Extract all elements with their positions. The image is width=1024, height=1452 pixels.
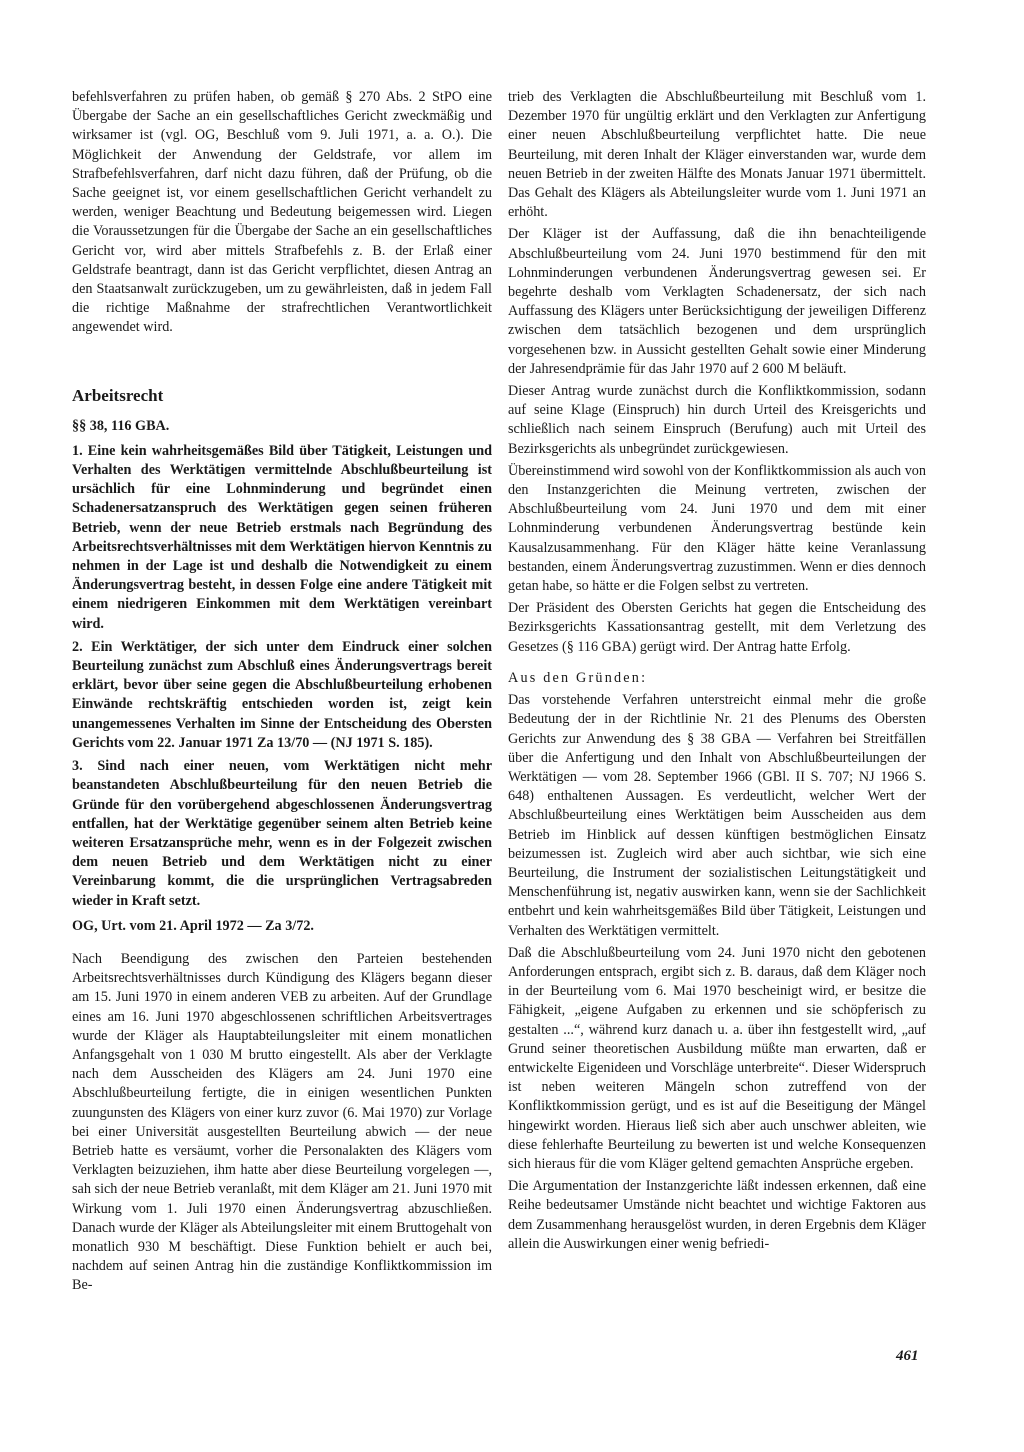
page-number: 461	[896, 1348, 919, 1364]
headnote-1: 1. Eine kein wahrheitsgemäßes Bild über Tätigkeit, Leistungen und Verhalten des Werktätigen vermittelnde Abschlußbeurteilung ist ursächlich für eine Lohnminderung und begründet einen Schadenersatzanspruch des Werktätigen gegen seinen früheren Betrieb, wenn der neue Betrieb erstmals nach Begründung des Arbeitsrechtsverhältnisses mit dem Werktätigen hiervon Kenntnis zu nehmen in der Lage ist und deshalb die Notwendigkeit zu einem Änderungsvertrag besteht, in dessen Folge eine andere Tätigkeit mit einem niedrigeren Einkommen mit dem Werktätigen vereinbart wird.	[72, 442, 492, 632]
paragraph-1: trieb des Verklagten die Abschlußbeurteilung mit Beschluß vom 1. Dezember 1970 für ungültig erklärt und den Verklagten zur Anfertigung einer neuen Abschlußbeurteilung verpflichtet hatte. Die neue Beurteilung, mit deren Inhalt der Kläger einverstanden war, wurde dem neuen Betrieb in der zweiten Hälfte des Monats Januar 1971 übermittelt. Das Gehalt des Klägers als Abteilungsleiter wurde vom 1. Juni 1971 an erhöht.	[508, 89, 926, 221]
paragraph-5: Der Präsident des Obersten Gerichts hat gegen die Entscheidung des Bezirksgerichts Kassationsantrag gestellt, mit dem Verletzung des Gesetzes (§ 116 GBA) gerügt wird. Der Antrag hatte Erfolg.	[508, 600, 926, 655]
reasons-paragraph-3: Die Argumentation der Instanzgerichte läßt indessen erkennen, daß eine Reihe bedeutsamer Umstände nicht beachtet und wichtige Faktoren aus dem Zusammenhang herausgelöst wurden, in deren Ergebnis dem Kläger allein die Auswirkungen einer wenig befriedi-	[508, 1178, 926, 1252]
reasons-paragraph-2: Daß die Abschlußbeurteilung vom 24. Juni 1970 nicht den gebotenen Anforderungen entsprach, ergibt sich z. B. daraus, daß dem Kläger noch in der Beurteilung vom 6. Mai 1970 bescheinigt wird, er besitze die Fähigkeit, „eigene Aufgaben zu erkennen und sie schöpferisch zu gestalten ...“, während kurz danach u. a. über ihn festgestellt wird, „auf Grund seiner theoretischen Ausbildung müßte man erwarten, daß er entwickelte Eigenideen und Vorschläge unterbreite“. Dieser Widerspruch ist neben weiteren Mängeln schon zutreffend von der Konfliktkommission gerügt, und es ist auf die Beseitigung der Mängel hingewirkt worden. Hieraus ließ sich aber auch unschwer ableiten, wie diese fehlerhafte Beurteilung zu bewerten ist und welche Konsequenzen sich hieraus für die vom Kläger geltend gemachten Ansprüche ergeben.	[508, 944, 926, 1172]
left-column	[72, 88, 492, 1299]
reasons-paragraph-1: Das vorstehende Verfahren unterstreicht einmal mehr die große Bedeutung der in der Richtlinie Nr. 21 des Plenums des Obersten Gerichts zur Anwendung des § 38 GBA — Verfahren bei Streitfällen über die Anfertigung und den Inhalt von Abschlußbeurteilungen der Werktätigen — vom 28. September 1966 (GBl. II S. 707; NJ 1966 S. 648) enthaltenen Aussagen. Es verdeutlicht, welcher Wert der Abschlußbeurteilung eines Werktätigen beim Ausscheiden aus dem Betrieb im Hinblick auf dessen künftigen bestmöglichen Einsatz beizumessen ist. Zugleich wird aber auch sichtbar, wie sich eine Beurteilung, die Instrument der sozialistischen Leitungstätigkeit und Menschenführung ist, negativ auswirken kann, wenn sie der Sachlichkeit entbehrt und kein wahrheitsgemäßes Bild über Tätigkeit, Leistungen und Verhalten des Werktätigen vermittelt.	[508, 692, 926, 939]
paragraph-2: Der Kläger ist der Auffassung, daß die ihn benachteiligende Abschlußbeurteilung vom 24. Juni 1970 bestimmend für den mit Lohnminderungen verbundenen Änderungsvertrag gewesen sei. Er begehrte deshalb vom Verklagten Schadenersatz, der sich nach Auffassung des Klägers unter Berücksichtigung der jeweiligen Differenz zwischen dem tatsächlich bezogenen und dem ursprünglich vorgesehenen bzw. in Aussicht gestellten Gehalt sowie einer Minderung der Jahresendprämie für das Jahr 1970 auf 2 600 M beläuft.	[508, 226, 926, 377]
decision-citation: OG, Urt. vom 21. April 1972 — Za 3/72.	[72, 917, 314, 934]
right-column	[508, 88, 926, 1257]
section-gap	[72, 341, 492, 377]
facts-paragraph: Nach Beendigung des zwischen den Parteien bestehenden Arbeitsrechtsverhältnisses durch Kündigung des Klägers begann dieser am 15. Juni 1970 in einem anderen VEB zu arbeiten. Auf der Grundlage eines am 16. Juni 1970 abgeschlossenen schriftlichen Arbeitsvertrages wurde der Kläger als Hauptabteilungsleiter mit einem monatlichen Anfangsgehalt von 1 030 M brutto eingestellt. Als aber der Verklagte nach dem Ausscheiden des Klägers am 24. Juni 1970 eine Abschlußbeurteilung fertigte, die in einigen wesentlichen Punkten zuungunsten des Klägers von einer kurz zuvor (6. Mai 1970) zur Vorlage bei einer Universität ausgestellten Beurteilung abwich — der neue Betrieb hatte es versäumt, vorher die Personalakten des Klägers vom Verklagten beizuziehen, ihm hatte aber diese Beurteilung vorgelegen —, sah sich der neue Betrieb veranlaßt, mit dem Kläger am 21. Juni 1970 mit Wirkung vom 1. Juli 1970 einen Änderungsvertrag abzuschließen. Danach wurde der Kläger als Abteilungsleiter mit einem Bruttogehalt von monatlich 930 M beschäftigt. Diese Funktion behielt er auch bei, nachdem auf seinen Antrag hin die zuständige Konfliktkommission im Be-	[72, 950, 492, 1294]
headnote-2: 2. Ein Werktätiger, der sich unter dem Eindruck einer solchen Beurteilung zunächst zum Abschluß eines Änderungsvertrags bereit erklärt, bevor über seine gegen die Abschlußbeurteilung erhobenen Einwände rechtskräftig entschieden worden ist, zeigt kein unangemessenes Verhalten im Sinne der Entscheidung des Obersten Gerichts vom 22. Januar 1971 Za 13/70 — (NJ 1971 S. 185).	[72, 638, 492, 751]
law-reference: §§ 38, 116 GBA.	[72, 417, 170, 434]
section-heading: Arbeitsrecht	[72, 385, 164, 405]
intro-paragraph: befehlsverfahren zu prüfen haben, ob gemäß § 270 Abs. 2 StPO eine Übergabe der Sache an ein gesellschaftliches Gericht zweckmäßig und wirksamer ist (vgl. OG, Beschluß vom 9. Juli 1971, a. a. O.). Die Möglichkeit der Anwendung der Geldstrafe, vor allem im Strafbefehlsverfahren, darf nicht dazu führen, daß der Prüfung, ob die Sache geeignet ist, vor einem gesellschaftlichen Gericht verhandelt zu werden, weniger Beachtung und Bedeutung beigemessen wird. Liegen die Voraussetzungen für die Übergabe der Sache an ein gesellschaftliches Gericht vor, wird aber mittels Strafbefehls z. B. der Erlaß einer Geldstrafe beantragt, dann ist das Gericht verpflichtet, diesen Antrag an den Staatsanwalt zurückzugeben, um zu gewährleisten, daß in jedem Fall die richtige Maßnahme der strafrechtlichen Verantwortlichkeit angewendet wird.	[72, 89, 492, 336]
headnote-3: 3. Sind nach einer neuen, vom Werktätigen nicht mehr beanstandeten Abschlußbeurteilung für den neuen Betrieb die Gründe für den vorübergehend abgeschlossenen Änderungsvertrag entfallen, hat der Werktätige gegenüber seinem alten Betrieb keine weiteren Ersatzansprüche mehr, wenn es in der Folgezeit zwischen dem neuen Betrieb und dem Werktätigen nicht zu einer Vereinbarung kommt, die die ursprünglichen Vertragsabreden wieder in Kraft setzt.	[72, 758, 492, 909]
paragraph-4: Übereinstimmend wird sowohl von der Konfliktkommission als auch von den Instanzgerichten die Meinung vertreten, zwischen der Abschlußbeurteilung vom 24. Juni 1970 und dem mit einer Lohnminderung verbundenen Änderungsvertrag bestünde kein Kausalzusammenhang. Für den Kläger hätte keine Veranlassung bestanden, einem Änderungsvertrag zuzustimmen. Wenn er dies dennoch getan habe, so hätte er die Folgen selbst zu vertreten.	[508, 462, 926, 595]
paragraph-3: Dieser Antrag wurde zunächst durch die Konfliktkommission, sodann auf seine Klage (Einspruch) hin durch Urteil des Kreisgerichts und schließlich nach seinem Einspruch (Berufung) auch mit Urteil des Bezirksgerichts als unbegründet zurückgewiesen.	[508, 383, 926, 457]
reasons-heading: Aus den Gründen:	[508, 669, 648, 686]
